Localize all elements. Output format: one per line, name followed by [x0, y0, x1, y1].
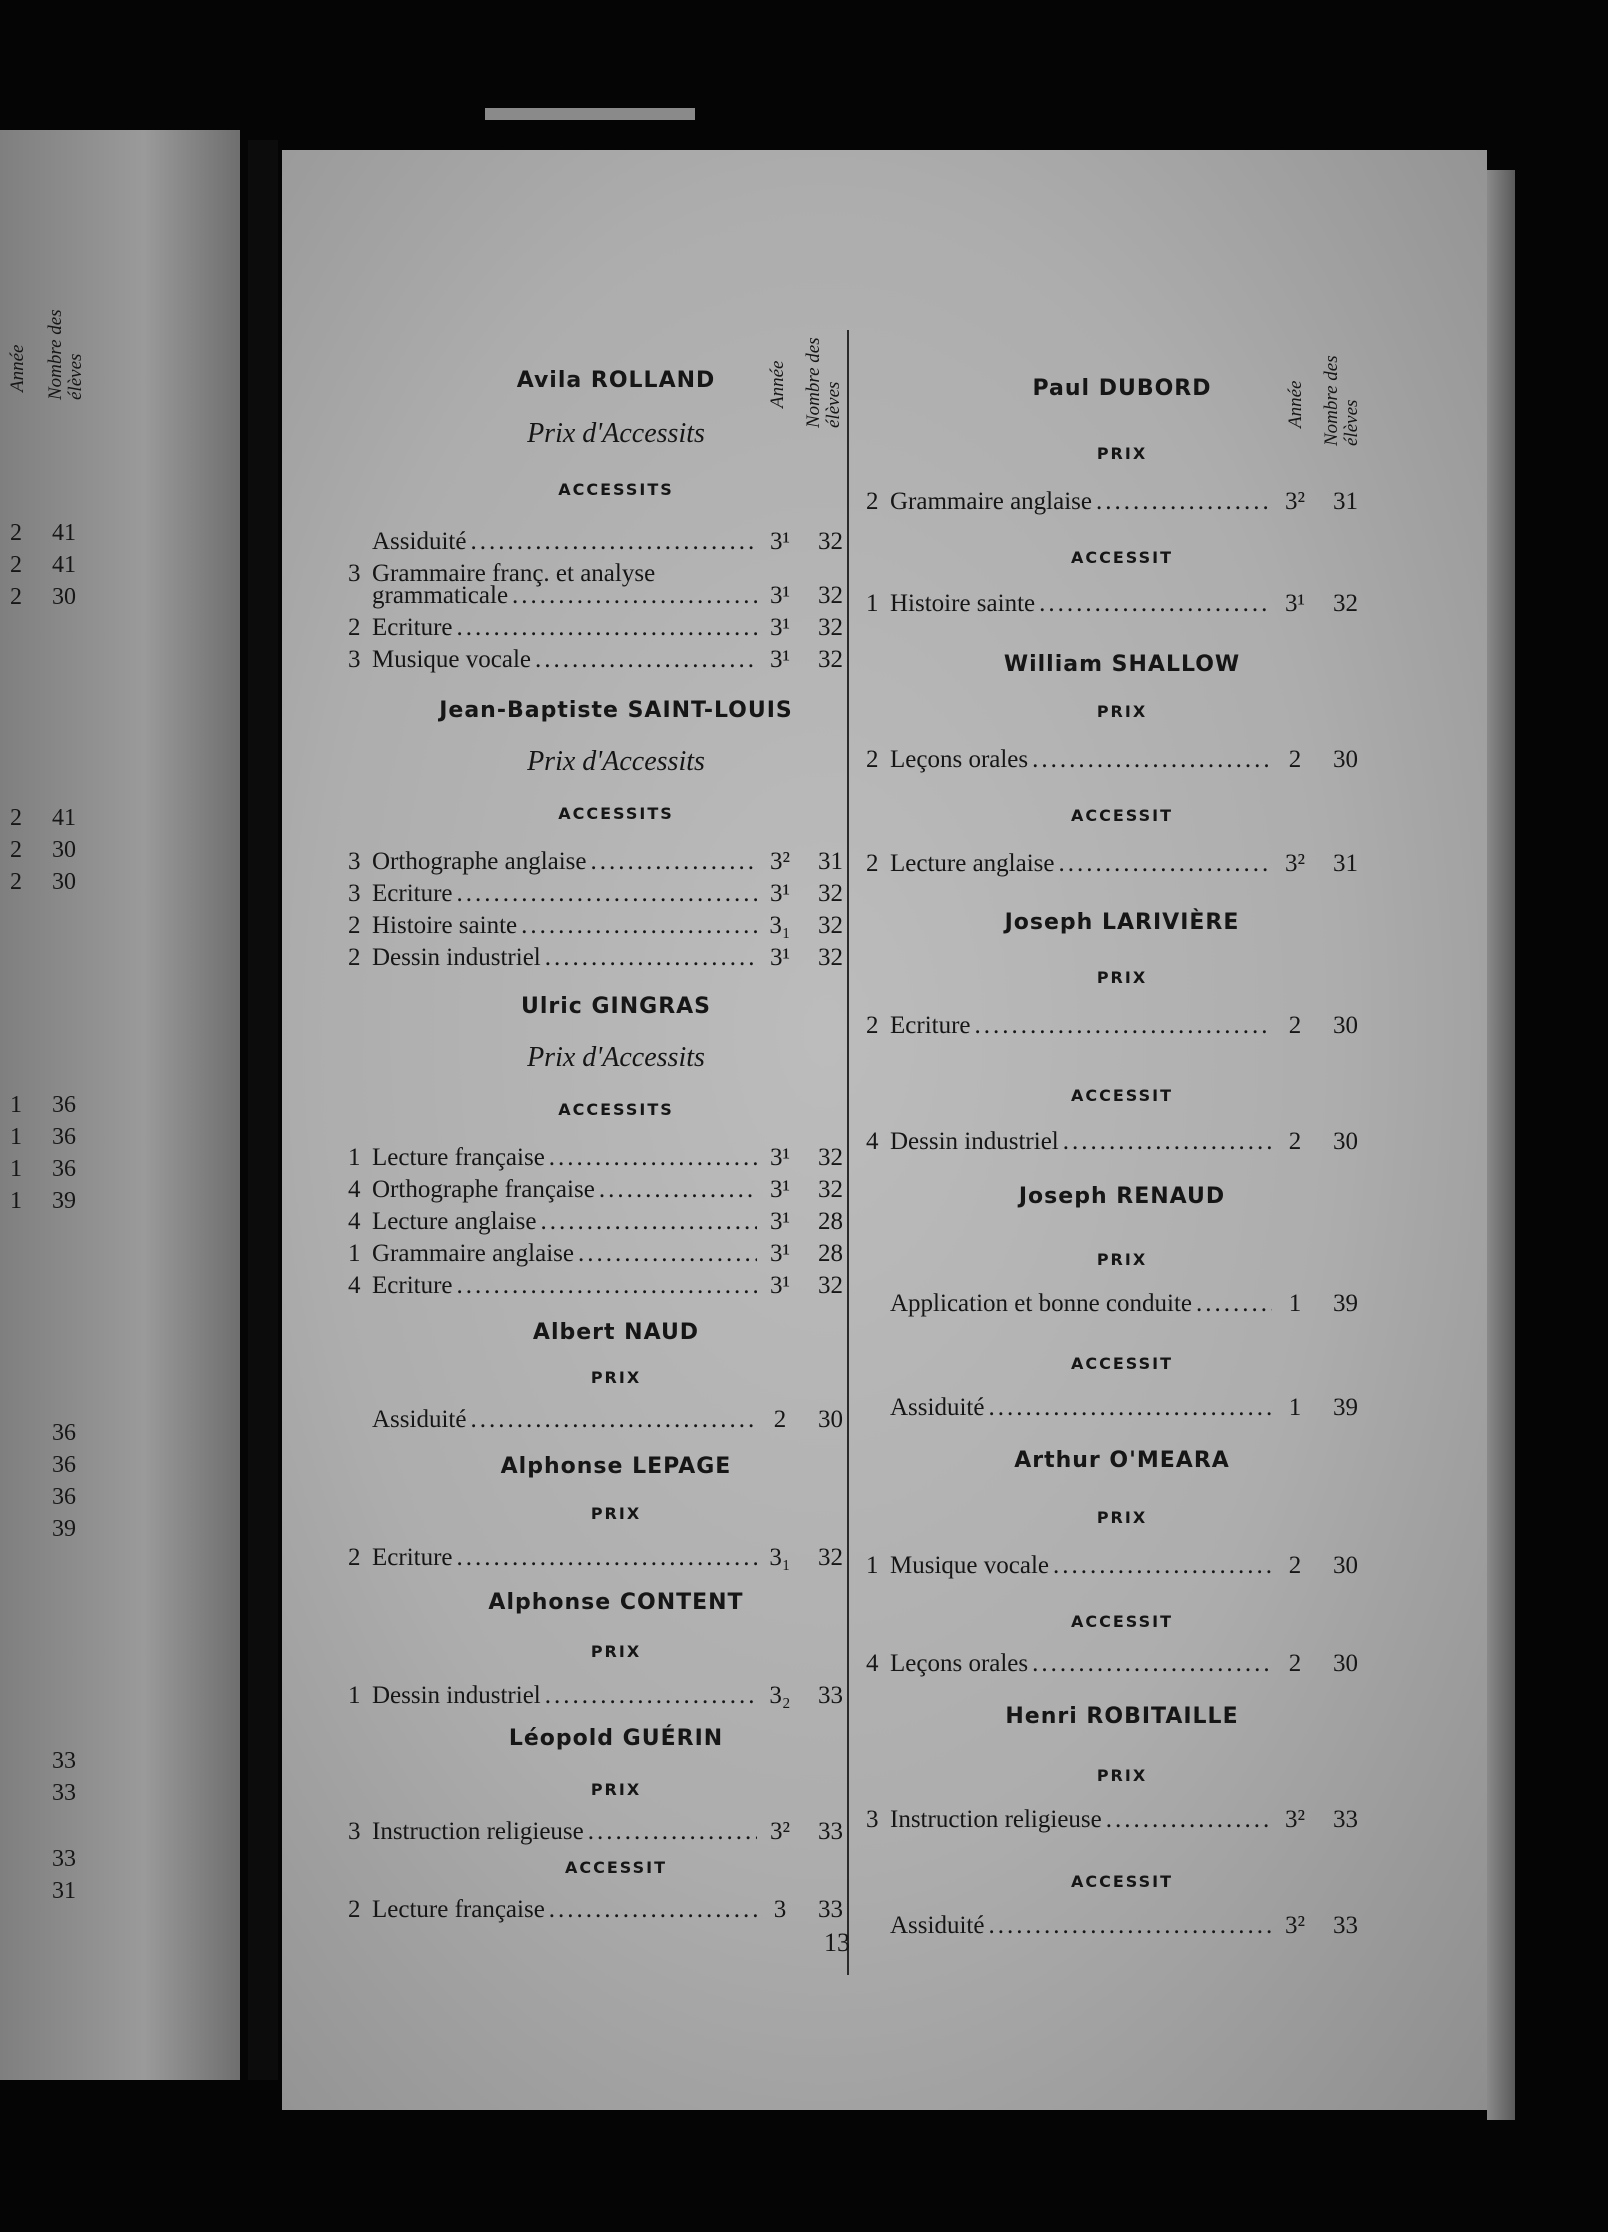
annee-value: 3₂ [769, 1682, 791, 1709]
nombre-value: 32 [818, 1272, 843, 1299]
subject-label: Assiduité [372, 528, 467, 555]
subject-row [348, 1544, 843, 1572]
annee-value: 3¹ [770, 944, 790, 971]
left-page-nombre-value: 41 [52, 552, 76, 578]
nombre-value: 32 [1333, 590, 1358, 617]
subject-number: 4 [348, 1272, 361, 1299]
leader-dots [545, 944, 757, 972]
group-caption: ACCESSITS [558, 1100, 674, 1119]
subject-number: 2 [348, 912, 361, 939]
group-caption: ACCESSIT [1071, 1086, 1173, 1105]
nombre-value: 31 [818, 848, 843, 875]
student-name: Henri ROBITAILLE [1005, 1704, 1239, 1729]
leader-dots [1059, 850, 1273, 878]
group-caption: PRIX [590, 1642, 642, 1661]
student-name: Ulric GINGRAS [520, 994, 712, 1019]
header-nombre-left: Nombre des élèves [803, 337, 844, 428]
annee-value: 1 [1288, 1290, 1302, 1317]
subject-label: Leçons orales [890, 746, 1029, 773]
subject-label: Musique vocale [890, 1552, 1049, 1579]
leader-dots [988, 1394, 1272, 1422]
subject-number: 2 [866, 850, 879, 877]
leader-dots [470, 528, 757, 556]
nombre-value: 30 [818, 1406, 843, 1433]
page-edge-strip [485, 108, 695, 120]
group-caption: PRIX [590, 1780, 642, 1799]
group-caption: PRIX [1096, 444, 1148, 463]
leader-dots [578, 1240, 757, 1268]
nombre-value: 32 [818, 944, 843, 971]
annee-value: 3₁ [769, 912, 791, 939]
annee-value: 3¹ [770, 1176, 790, 1203]
subject-row [866, 1552, 1358, 1580]
nombre-value: 39 [1333, 1290, 1358, 1317]
subject-row [866, 590, 1358, 618]
subject-label: Ecriture [890, 1012, 971, 1039]
subject-row [866, 1806, 1358, 1834]
subject-row [348, 528, 843, 556]
subject-label: Ecriture [372, 1272, 453, 1299]
student-name: Avila ROLLAND [516, 368, 716, 393]
nombre-value: 33 [818, 1682, 843, 1709]
subject-row [866, 1394, 1358, 1422]
subject-row [866, 1128, 1358, 1156]
subject-label: Leçons orales [890, 1650, 1029, 1677]
subject-row [866, 488, 1358, 516]
student-name: Paul DUBORD [1032, 376, 1212, 401]
subject-number: 2 [348, 614, 361, 641]
subject-row [866, 850, 1358, 878]
annee-value: 3¹ [770, 614, 790, 641]
subject-row [348, 1406, 843, 1434]
subject-row [348, 1896, 843, 1924]
subject-row [348, 1818, 843, 1846]
subject-label: Dessin industriel [890, 1128, 1059, 1155]
annee-value: 2 [1288, 1128, 1302, 1155]
nombre-value: 33 [1333, 1912, 1358, 1939]
nombre-value: 33 [1333, 1806, 1358, 1833]
subject-number: 3 [348, 880, 361, 907]
annee-value: 3 [773, 1896, 787, 1923]
leader-dots [1196, 1290, 1272, 1318]
page-edge-right [1487, 170, 1515, 2120]
annee-value: 2 [1288, 1012, 1302, 1039]
annee-value: 3² [1285, 1912, 1305, 1939]
header-annee-right: Année [1285, 380, 1306, 428]
left-page-nombre-value: 41 [52, 520, 76, 546]
group-caption: PRIX [1096, 968, 1148, 987]
subject-number: 1 [348, 1682, 361, 1709]
subject-row [348, 880, 843, 908]
leader-dots [588, 1818, 757, 1846]
leader-dots [457, 1544, 757, 1572]
subject-label: Musique vocale [372, 646, 531, 673]
subject-row [866, 1650, 1358, 1678]
leader-dots [1096, 488, 1272, 516]
nombre-value: 30 [1333, 1650, 1358, 1677]
group-caption: ACCESSITS [558, 480, 674, 499]
leader-dots [1053, 1552, 1272, 1580]
subject-label: Ecriture [372, 1544, 453, 1571]
left-page-nombre-value: 36 [52, 1484, 76, 1510]
left-page-annee-value: 2 [10, 584, 22, 610]
subject-number: 2 [348, 944, 361, 971]
left-page-annee-value: 2 [10, 837, 22, 863]
group-caption: PRIX [590, 1504, 642, 1523]
subject-number: 1 [348, 1240, 361, 1267]
nombre-value: 32 [818, 646, 843, 673]
student-name: Léopold GUÉRIN [508, 1726, 724, 1751]
subject-row [866, 1912, 1358, 1940]
subject-row [866, 746, 1358, 774]
subject-number: 3 [348, 646, 361, 673]
left-page [0, 130, 240, 2080]
subject-label: Histoire sainte [890, 590, 1036, 617]
annee-value: 3² [1285, 1806, 1305, 1833]
subject-number: 4 [866, 1128, 879, 1155]
left-page-annee-value: 2 [10, 552, 22, 578]
subject-row [348, 1144, 843, 1172]
group-caption: PRIX [1096, 1508, 1148, 1527]
annee-value: 3¹ [770, 1272, 790, 1299]
subject-label: Ecriture [372, 880, 453, 907]
left-page-nombre-value: 30 [52, 869, 76, 895]
subject-label: Histoire sainte [372, 912, 518, 939]
header-nombre-right: Nombre des élèves [1321, 355, 1362, 446]
subject-row [348, 1176, 843, 1204]
left-page-annee-value: 1 [10, 1188, 22, 1214]
leader-dots [975, 1012, 1272, 1040]
student-name: Alphonse LEPAGE [500, 1454, 732, 1479]
subject-row [348, 1272, 843, 1300]
annee-value: 3¹ [770, 646, 790, 673]
leader-dots [599, 1176, 757, 1204]
group-caption: PRIX [1096, 1766, 1148, 1785]
leader-dots [1032, 1650, 1272, 1678]
annee-value: 3¹ [770, 528, 790, 555]
annee-value: 2 [1288, 1552, 1302, 1579]
page-number: 13 [824, 1928, 850, 1957]
group-caption: PRIX [590, 1368, 642, 1387]
prize-title: Prix d'Accessits [527, 746, 705, 777]
nombre-value: 30 [1333, 746, 1358, 773]
nombre-value: 32 [818, 582, 843, 609]
left-page-nombre-value: 33 [52, 1846, 76, 1872]
group-caption: ACCESSITS [558, 804, 674, 823]
annee-value: 3¹ [770, 880, 790, 907]
subject-label: Lecture française [372, 1896, 545, 1923]
subject-label: Orthographe anglaise [372, 848, 587, 875]
leader-dots [545, 1682, 757, 1710]
nombre-value: 32 [818, 614, 843, 641]
annee-value: 3² [1285, 488, 1305, 515]
student-name: Joseph LARIVIÈRE [1004, 910, 1240, 935]
leader-dots [1106, 1806, 1272, 1834]
leader-dots [512, 582, 757, 610]
left-page-header-nombre: Nombre des élèves [45, 309, 86, 400]
left-page-annee-value: 1 [10, 1092, 22, 1118]
nombre-value: 33 [818, 1896, 843, 1923]
nombre-value: 31 [1333, 488, 1358, 515]
subject-label: Instruction religieuse [890, 1806, 1102, 1833]
subject-row [348, 1208, 843, 1236]
subject-number: 4 [348, 1208, 361, 1235]
subject-row [348, 848, 843, 876]
subject-label: Grammaire anglaise [372, 1240, 574, 1267]
subject-label: Lecture anglaise [890, 850, 1055, 877]
subject-number: 2 [866, 746, 879, 773]
left-page-nombre-value: 36 [52, 1124, 76, 1150]
nombre-value: 31 [1333, 850, 1358, 877]
group-caption: ACCESSIT [565, 1858, 667, 1877]
subject-number: 1 [866, 590, 879, 617]
subject-label: Dessin industriel [372, 944, 541, 971]
subject-number: 2 [866, 1012, 879, 1039]
group-caption: ACCESSIT [1071, 806, 1173, 825]
left-page-nombre-value: 33 [52, 1780, 76, 1806]
annee-value: 2 [1288, 1650, 1302, 1677]
subject-row [348, 1240, 843, 1268]
subject-number: 4 [866, 1650, 879, 1677]
subject-number: 1 [866, 1552, 879, 1579]
leader-dots [1039, 590, 1272, 618]
subject-row [348, 646, 843, 674]
left-page-annee-value: 2 [10, 805, 22, 831]
subject-row [866, 1012, 1358, 1040]
nombre-value: 32 [818, 912, 843, 939]
student-name: William SHALLOW [1003, 652, 1241, 677]
subject-row [348, 1682, 843, 1710]
subject-number: 2 [348, 1896, 361, 1923]
annee-value: 3¹ [1285, 590, 1305, 617]
annee-value: 2 [1288, 746, 1302, 773]
prize-title: Prix d'Accessits [527, 418, 705, 449]
nombre-value: 32 [818, 1544, 843, 1571]
subject-number: 3 [866, 1806, 879, 1833]
leader-dots [535, 646, 757, 674]
column-divider [847, 330, 849, 1975]
header-annee-left: Année [767, 360, 788, 408]
annee-value: 3₁ [769, 1544, 791, 1571]
nombre-value: 30 [1333, 1012, 1358, 1039]
subject-label: Ecriture [372, 614, 453, 641]
prize-title: Prix d'Accessits [527, 1042, 705, 1073]
annee-value: 3² [1285, 850, 1305, 877]
subject-number: 2 [866, 488, 879, 515]
subject-label: Lecture anglaise [372, 1208, 537, 1235]
nombre-value: 30 [1333, 1552, 1358, 1579]
left-page-header-annee: Année [7, 344, 28, 392]
subject-row [348, 614, 843, 642]
leader-dots [549, 1144, 757, 1172]
left-page-nombre-value: 36 [52, 1092, 76, 1118]
left-page-nombre-value: 33 [52, 1748, 76, 1774]
subject-label: Grammaire franç. et analyse [372, 560, 656, 587]
annee-value: 3¹ [770, 1240, 790, 1267]
subject-row [348, 912, 843, 940]
leader-dots [457, 614, 757, 642]
annee-value: 2 [773, 1406, 787, 1433]
left-page-nombre-value: 30 [52, 584, 76, 610]
group-caption: ACCESSIT [1071, 1872, 1173, 1891]
left-page-nombre-value: 31 [52, 1878, 76, 1904]
student-name: Alphonse CONTENT [488, 1590, 744, 1615]
left-page-nombre-value: 36 [52, 1452, 76, 1478]
subject-row [348, 582, 843, 610]
left-page-nombre-value: 39 [52, 1516, 76, 1542]
group-caption: ACCESSIT [1071, 548, 1173, 567]
student-name: Jean-Baptiste SAINT-LOUIS [439, 698, 793, 723]
group-caption: ACCESSIT [1071, 1354, 1173, 1373]
left-page-annee-value: 1 [10, 1156, 22, 1182]
subject-number: 3 [348, 560, 361, 587]
student-name: Joseph RENAUD [1018, 1184, 1226, 1209]
subject-label: Instruction religieuse [372, 1818, 584, 1845]
subject-row [866, 1290, 1358, 1318]
nombre-value: 32 [818, 1176, 843, 1203]
subject-number: 4 [348, 1176, 361, 1203]
annee-value: 3¹ [770, 1208, 790, 1235]
annee-value: 3¹ [770, 582, 790, 609]
subject-label: Grammaire anglaise [890, 488, 1092, 515]
subject-label: Orthographe française [372, 1176, 595, 1203]
annee-value: 3¹ [770, 1144, 790, 1171]
nombre-value: 28 [818, 1208, 843, 1235]
subject-label: Assiduité [372, 1406, 467, 1433]
book-spine [248, 140, 278, 2080]
left-page-annee-value: 1 [10, 1124, 22, 1150]
nombre-value: 32 [818, 528, 843, 555]
left-page-annee-value: 2 [10, 520, 22, 546]
subject-number: 2 [348, 1544, 361, 1571]
left-page-nombre-value: 41 [52, 805, 76, 831]
subject-label: Application et bonne conduite [890, 1290, 1193, 1317]
left-page-nombre-value: 36 [52, 1156, 76, 1182]
leader-dots [521, 912, 757, 940]
leader-dots [591, 848, 757, 876]
nombre-value: 39 [1333, 1394, 1358, 1421]
leader-dots [457, 1272, 757, 1300]
leader-dots [988, 1912, 1272, 1940]
subject-label: Assiduité [890, 1912, 985, 1939]
group-caption: PRIX [1096, 702, 1148, 721]
leader-dots [541, 1208, 758, 1236]
annee-value: 3² [770, 848, 790, 875]
nombre-value: 28 [818, 1240, 843, 1267]
leader-dots [470, 1406, 757, 1434]
leader-dots [1032, 746, 1272, 774]
nombre-value: 30 [1333, 1128, 1358, 1155]
leader-dots [549, 1896, 757, 1924]
subject-label: Assiduité [890, 1394, 985, 1421]
group-caption: ACCESSIT [1071, 1612, 1173, 1631]
subject-number: 1 [348, 1144, 361, 1171]
left-page-nombre-value: 39 [52, 1188, 76, 1214]
nombre-value: 32 [818, 880, 843, 907]
subject-label: Dessin industriel [372, 1682, 541, 1709]
left-page-annee-value: 2 [10, 869, 22, 895]
subject-number: 3 [348, 848, 361, 875]
subject-number: 3 [348, 1818, 361, 1845]
left-page-nombre-value: 36 [52, 1420, 76, 1446]
nombre-value: 33 [818, 1818, 843, 1845]
subject-label: grammaticale [372, 582, 509, 609]
leader-dots [457, 880, 757, 908]
annee-value: 1 [1288, 1394, 1302, 1421]
subject-label: Lecture française [372, 1144, 545, 1171]
leader-dots [1063, 1128, 1272, 1156]
subject-row [348, 944, 843, 972]
group-caption: PRIX [1096, 1250, 1148, 1269]
student-name: Albert NAUD [532, 1320, 700, 1345]
left-page-nombre-value: 30 [52, 837, 76, 863]
annee-value: 3² [770, 1818, 790, 1845]
student-name: Arthur O'MEARA [1014, 1448, 1230, 1473]
nombre-value: 32 [818, 1144, 843, 1171]
